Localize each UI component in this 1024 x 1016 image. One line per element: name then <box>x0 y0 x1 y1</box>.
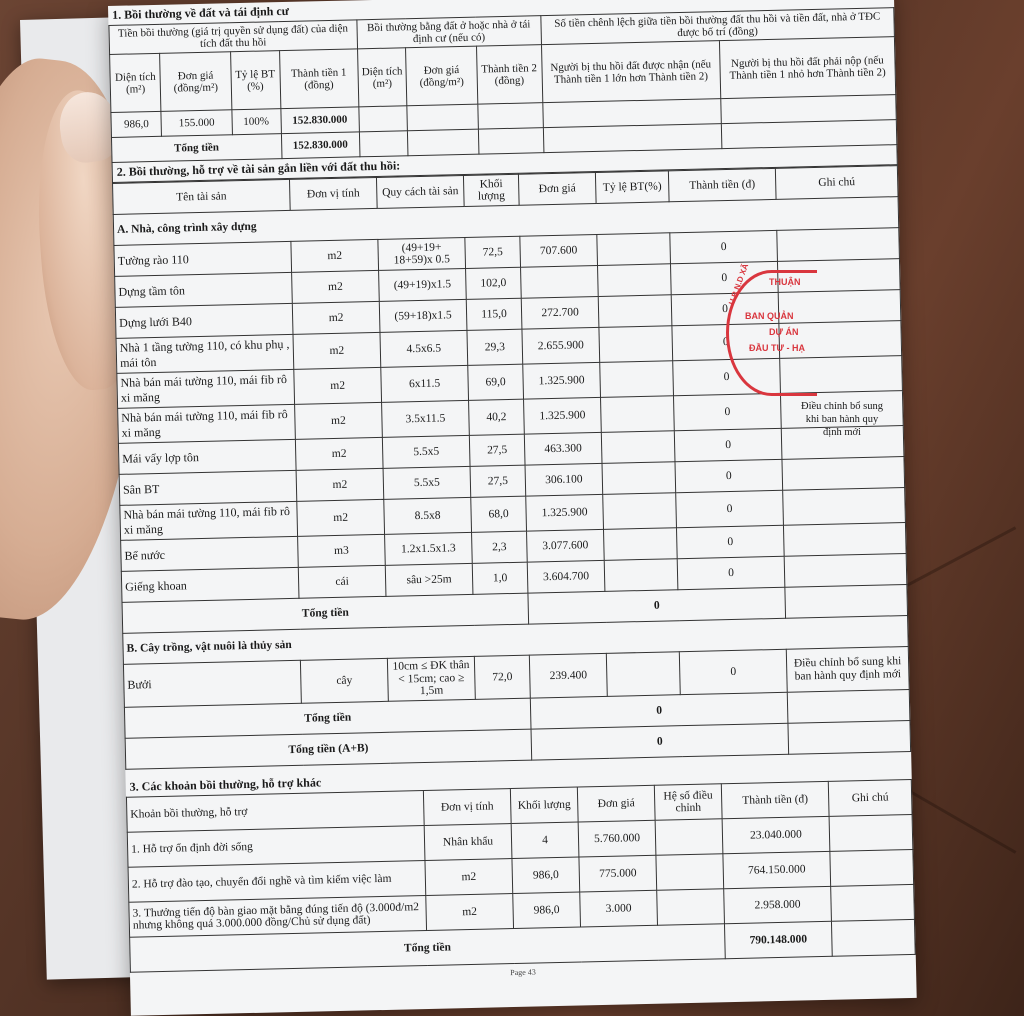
header-cell: Đơn vị tính <box>423 788 511 825</box>
note-cell <box>782 457 905 491</box>
total-label: Tổng tiền <box>122 593 529 633</box>
amount-cell: 23.040.000 <box>722 816 830 853</box>
official-stamp <box>726 262 817 396</box>
asset-name: Nhà 1 tầng tường 110, có khu phụ , mái tôn <box>116 334 294 373</box>
header-cell: Người bị thu hồi đất phải nộp (nếu Thành tiền 1 nhỏ hơn Thành tiền 2) <box>719 37 895 99</box>
qty-cell: 4 <box>511 822 579 859</box>
spec-cell: (59+18)x1.5 <box>379 299 467 332</box>
asset-name: Nhà bán mái tường 110, mái fib rô xi măng <box>118 404 296 443</box>
amount-cell: 2.958.000 <box>724 886 832 923</box>
spec-cell: 3.5x11.5 <box>382 400 470 437</box>
header-cell: Khoản bồi thường, hỗ trợ <box>126 790 424 832</box>
header-cell: Tên tài sản <box>113 179 291 214</box>
qty-cell: 68,0 <box>471 496 527 532</box>
amount-cell: 0 <box>672 323 780 360</box>
side-note: Điều chỉnh bổ sung khi ban hành quy định mới <box>801 401 883 439</box>
unit-cell: m2 <box>295 437 383 470</box>
area2-cell <box>359 106 408 132</box>
amount-cell: 0 <box>679 649 787 694</box>
qty-cell: 1,0 <box>472 562 528 594</box>
header-cell: Khối lượng <box>463 174 519 206</box>
group-b-header: Bồi thường bằng đất ở hoặc nhà ở tái định cư (nếu có) <box>357 16 542 49</box>
area-cell: 986,0 <box>111 111 162 137</box>
coef-cell <box>657 889 725 926</box>
qty-cell: 986,0 <box>512 857 580 894</box>
total-label: Tổng tiền <box>130 924 726 972</box>
qty-cell: 102,0 <box>466 267 522 299</box>
qty-cell: 72,0 <box>474 655 530 699</box>
asset-name: Tường rào 110 <box>114 241 292 276</box>
amount-cell: 0 <box>673 393 781 430</box>
unit-cell: m2 <box>296 468 384 501</box>
header-cell: Thành tiền 1 (đồng) <box>279 49 358 109</box>
section1-title: 1. Bồi thường về đất và tái định cư <box>112 3 290 22</box>
total-value: 0 <box>528 587 786 624</box>
amount1-cell: 152.830.000 <box>280 107 359 134</box>
note-cell <box>783 488 906 526</box>
total-label: Tổng tiền <box>111 134 281 163</box>
price-cell: 1.325.900 <box>526 494 604 531</box>
land-compensation-table <box>108 7 897 163</box>
amount-cell: 764.150.000 <box>723 851 831 888</box>
coef-cell <box>656 854 724 891</box>
spec-cell: 8.5x8 <box>384 497 472 534</box>
total-value: 0 <box>531 723 789 760</box>
coef-cell <box>655 819 723 856</box>
asset-name: Bể nước <box>121 536 299 571</box>
header-cell: Khối lượng <box>510 787 578 824</box>
unit-cell: m2 <box>292 301 380 334</box>
rate-cell <box>602 462 676 495</box>
amount-cell: 0 <box>676 525 784 558</box>
qty-cell: 72,5 <box>465 236 521 268</box>
header-cell: Đơn giá <box>518 172 596 205</box>
rate-cell <box>598 295 672 328</box>
amount2-cell <box>477 103 543 129</box>
asset-name: Nhà bán mái tường 110, mái fib rô xi măng <box>117 369 295 408</box>
asset-name: Bưởi <box>123 660 301 707</box>
note-cell <box>829 814 913 851</box>
spec-cell: 1.2x1.5x1.3 <box>385 532 473 565</box>
header-cell: Hệ số điều chỉnh <box>654 784 722 821</box>
item-name: 1. Hỗ trợ ổn định đời sống <box>127 825 425 867</box>
unit-cell: Nhân khẩu <box>424 823 512 860</box>
asset-name: Sân BT <box>119 470 297 505</box>
stamp-text: DỰ ÁN <box>769 327 799 337</box>
amount-cell: 0 <box>670 230 778 263</box>
price2-cell <box>407 104 478 131</box>
qty-cell: 115,0 <box>466 298 522 330</box>
unit-cell: m2 <box>297 499 385 536</box>
header-cell: Đơn giá (đồng/m²) <box>406 46 477 106</box>
unit-cell: cây <box>300 658 388 703</box>
header-cell: Ghi chú <box>828 779 912 816</box>
rate-cell <box>598 264 672 297</box>
header-cell: Diện tích (m²) <box>110 53 162 112</box>
rate-cell <box>597 233 671 266</box>
qty-cell: 27,5 <box>469 434 525 466</box>
note-cell <box>783 523 906 557</box>
group-a-title: A. Nhà, công trình xây dựng <box>113 197 899 246</box>
price-cell: 3.077.600 <box>527 529 605 562</box>
asset-name: Nhà bán mái tường 110, mái fib rô xi măng <box>120 501 298 540</box>
spec-cell: (49+19+ 18+59)x 0.5 <box>378 237 466 270</box>
price-cell: 3.000 <box>580 890 658 927</box>
spec-cell: 5.5x5 <box>382 435 470 468</box>
rate-cell <box>603 493 677 530</box>
asset-name: Mái vẩy lợp tôn <box>118 439 296 474</box>
stamp-text: U.B.N.D XÃ <box>727 262 751 307</box>
header-cell: Ghi chú <box>775 166 898 200</box>
rate-cell: 100% <box>231 109 281 135</box>
qty-cell: 2,3 <box>472 531 528 563</box>
price-cell: 1.325.900 <box>524 397 602 434</box>
amount-cell: 0 <box>674 428 782 461</box>
unit-cell: m2 <box>291 239 379 272</box>
unit-cell: m2 <box>425 858 513 895</box>
group-a-header: Tiền bồi thường (giá trị quyền sử dụng đất) của diện tích đất thu hồi <box>109 20 357 55</box>
note-cell <box>784 554 907 588</box>
price-cell: 272.700 <box>521 296 599 329</box>
unit-cell: m2 <box>426 893 514 930</box>
header-cell: Quy cách tài sản <box>376 175 464 208</box>
qty-cell: 69,0 <box>468 364 524 400</box>
rate-cell <box>604 528 678 561</box>
header-cell: Thành tiền (đ) <box>721 781 829 818</box>
amount-cell: 0 <box>677 556 785 589</box>
price-cell <box>521 265 599 298</box>
total-label: Tổng tiền <box>124 698 531 738</box>
qty-cell: 40,2 <box>469 399 525 435</box>
unit-cell: m2 <box>292 270 380 303</box>
header-cell: Thành tiền 2 (đồng) <box>476 45 542 104</box>
amount-cell: 0 <box>671 292 779 325</box>
header-cell: Người bị thu hồi đất được nhận (nếu Thành tiền 1 lớn hơn Thành tiền 2) <box>541 41 720 103</box>
qty-cell: 27,5 <box>470 465 526 497</box>
rate-cell <box>600 361 674 398</box>
spec-cell: 10cm ≤ ĐK thân < 15cm; cao ≥ 1,5m <box>387 656 475 701</box>
price-cell: 1.325.900 <box>523 362 601 399</box>
spec-cell: (49+19)x1.5 <box>379 268 467 301</box>
rate-cell <box>599 326 673 363</box>
price-cell: 775.000 <box>579 855 657 892</box>
unit-cell: m2 <box>293 332 381 369</box>
unit-cell: m2 <box>294 367 382 404</box>
unit-cell: m2 <box>295 402 383 439</box>
price-cell: 155.000 <box>161 110 232 137</box>
group-b-title: B. Cây trồng, vật nuôi là thủy sản <box>123 616 909 665</box>
price-cell: 3.604.700 <box>527 560 605 593</box>
price-cell: 463.300 <box>524 432 602 465</box>
total-value: 0 <box>530 692 788 729</box>
unit-cell: m3 <box>298 534 386 567</box>
header-cell: Tỷ lệ BT(%) <box>595 171 669 204</box>
header-cell: Diện tích (m²) <box>357 48 407 107</box>
note-cell <box>831 884 915 921</box>
asset-name: Giếng khoan <box>121 567 299 602</box>
spec-cell: 4.5x6.5 <box>380 330 468 367</box>
total-value: 152.830.000 <box>281 132 360 159</box>
item-name: 3. Thưởng tiến độ bàn giao mặt bằng đúng tiến độ (3.000đ/m2 nhưng không quá 3.000.000 đồng/Chủ sử dụng đất) <box>129 895 427 937</box>
assets-table <box>112 165 911 770</box>
item-name: 2. Hỗ trợ đào tạo, chuyển đổi nghề và tìm kiếm việc làm <box>128 860 426 902</box>
price-cell: 5.760.000 <box>578 820 656 857</box>
rate-cell <box>604 559 678 592</box>
amount-cell: 0 <box>670 261 778 294</box>
group-c-header: Số tiền chênh lệch giữa tiền bồi thường đất thu hồi và tiền đất, nhà ở TĐC được bố trí (đồng) <box>541 8 895 45</box>
stamp-text: ĐẦU TƯ - HẠ <box>749 343 805 353</box>
asset-name: Dựng lưới B40 <box>115 303 293 338</box>
header-cell: Đơn giá <box>577 785 655 822</box>
price-cell: 239.400 <box>529 653 607 698</box>
total-value: 790.148.000 <box>724 921 832 958</box>
section2-title: 2. Bồi thường, hỗ trợ về tài sản gắn liền với đất thu hồi: <box>112 145 898 183</box>
stamp-text: THUẬN <box>769 277 801 287</box>
qty-cell: 29,3 <box>467 329 523 365</box>
document-sheet <box>108 0 917 1016</box>
stamp-text: BAN QUẢN <box>745 311 794 321</box>
price-cell: 707.600 <box>520 234 598 267</box>
rate-cell <box>601 431 675 464</box>
amount-cell: 0 <box>673 358 781 395</box>
other-support-table <box>126 779 916 973</box>
header-cell: Thành tiền (đ) <box>668 168 776 201</box>
page-number: Page 43 <box>510 967 536 978</box>
amount-cell: 0 <box>675 459 783 492</box>
header-cell: Tỷ lệ BT (%) <box>230 51 280 110</box>
rate-cell <box>601 396 675 433</box>
note-cell <box>777 228 900 262</box>
price-cell: 2.655.900 <box>522 327 600 364</box>
note-cell: Điều chỉnh bổ sung khi ban hành quy định mới <box>786 647 909 693</box>
spec-cell: 5.5x5 <box>383 466 471 499</box>
spec-cell: 6x11.5 <box>381 365 469 402</box>
qty-cell: 986,0 <box>513 892 581 929</box>
unit-cell: cái <box>298 565 386 598</box>
rate-cell <box>606 652 680 697</box>
note-cell <box>830 849 914 886</box>
header-cell: Đơn vị tính <box>289 177 377 210</box>
spec-cell: sâu >25m <box>385 563 473 596</box>
total-label: Tổng tiền (A+B) <box>125 729 532 769</box>
header-cell: Đơn giá (đồng/m²) <box>160 52 231 112</box>
price-cell: 306.100 <box>525 463 603 496</box>
amount-cell: 0 <box>676 490 784 527</box>
asset-name: Dựng tầm tôn <box>115 272 293 307</box>
section3-title: 3. Các khoản bồi thường, hỗ trợ khác <box>129 775 322 794</box>
